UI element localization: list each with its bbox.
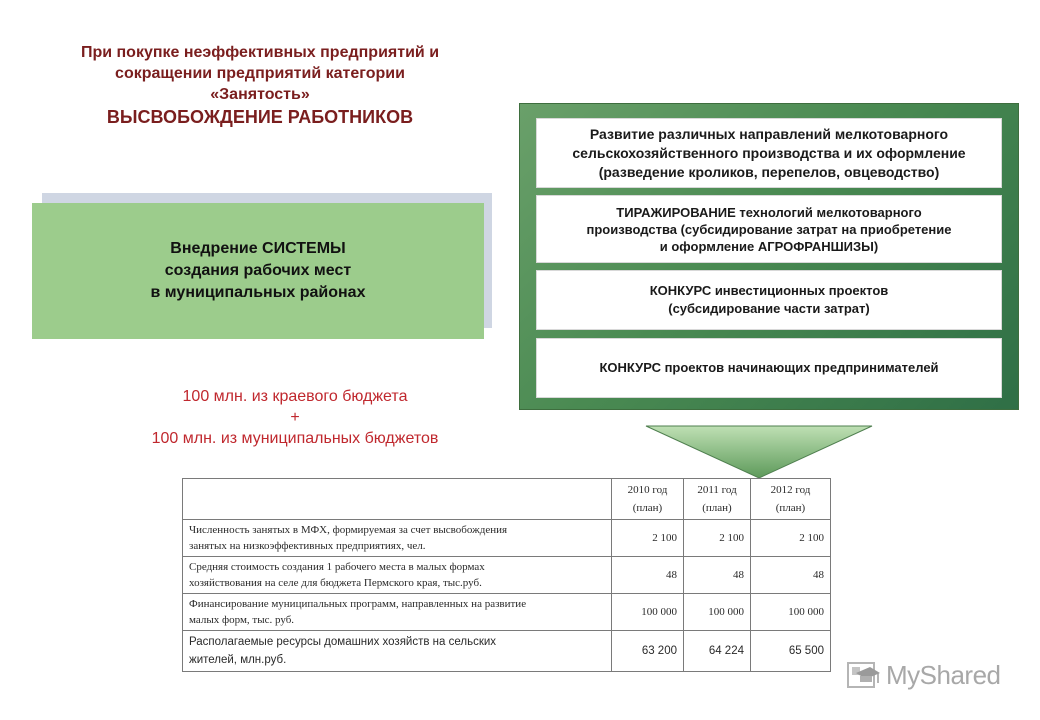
direction-item-2 <box>536 195 1002 263</box>
directions-panel <box>519 103 1019 410</box>
table-row <box>183 631 831 672</box>
budget-line-2: 100 млн. из муниципальных бюджетов <box>151 430 439 447</box>
row-label-line: хозяйствования на селе для бюджета Пермского края, тыс.руб. <box>189 577 482 589</box>
row-label-line: малых форм, тыс. руб. <box>189 614 295 626</box>
direction-item-1 <box>536 118 1002 188</box>
table-header-2010 <box>612 479 684 520</box>
slide-heading <box>40 42 480 128</box>
table-header-row <box>183 479 831 520</box>
row-value: 48 <box>612 557 684 594</box>
budget-note <box>110 386 480 449</box>
table-row <box>183 557 831 594</box>
table-row <box>183 520 831 557</box>
header-year: 2012 год <box>770 484 811 496</box>
row-value: 100 000 <box>751 594 831 631</box>
down-arrow-icon <box>645 425 873 479</box>
direction-1-line-3: (разведение кроликов, перепелов, овцеводство) <box>598 163 940 180</box>
header-kind: (план) <box>775 502 806 514</box>
table-header-2012 <box>751 479 831 520</box>
row-label-line: Численность занятых в МФХ, формируемая за счет высвобождения <box>189 524 508 536</box>
row-label-line: Финансирование муниципальных программ, направленных на развитие <box>189 598 527 610</box>
header-year: 2010 год <box>627 484 668 496</box>
plan-table <box>182 478 831 672</box>
row-label-line: Располагаемые ресурсы домашних хозяйств на сельских <box>189 636 497 648</box>
mortarboard-icon <box>846 657 882 693</box>
row-label-line: занятых на низкоэффективных предприятиях, чел. <box>189 540 426 552</box>
heading-line-2: сокращении предприятий категории <box>115 65 405 82</box>
direction-3-line-2: (субсидирование части затрат) <box>668 301 870 316</box>
direction-4-line-1: КОНКУРС проектов начинающих предпринимателей <box>599 360 939 375</box>
table-header-2011 <box>684 479 751 520</box>
budget-line-1: 100 млн. из краевого бюджета <box>182 388 408 405</box>
table-header-blank <box>183 479 612 520</box>
direction-2-line-1: ТИРАЖИРОВАНИЕ технологий мелкотоварного <box>616 204 922 220</box>
system-line-1: Внедрение СИСТЕМЫ <box>170 240 346 257</box>
system-line-2: создания рабочих мест <box>164 262 352 279</box>
budget-plus: + <box>290 409 300 426</box>
row-value: 63 200 <box>612 631 684 672</box>
direction-1-line-1: Развитие различных направлений мелкотоварного <box>589 125 949 142</box>
row-value: 48 <box>751 557 831 594</box>
row-label <box>183 520 612 557</box>
row-value: 64 224 <box>684 631 751 672</box>
watermark-text: MyShared <box>886 659 1001 690</box>
watermark-logo[interactable] <box>846 656 1001 694</box>
system-line-3: в муниципальных районах <box>150 284 366 301</box>
row-value: 65 500 <box>751 631 831 672</box>
header-year: 2011 год <box>697 484 737 496</box>
system-box <box>32 203 484 339</box>
direction-item-3 <box>536 270 1002 330</box>
header-kind: (план) <box>702 502 732 514</box>
row-label-line: Средняя стоимость создания 1 рабочего места в малых формах <box>189 561 485 573</box>
row-value: 48 <box>684 557 751 594</box>
row-value: 2 100 <box>751 520 831 557</box>
row-label-line: жителей, млн.руб. <box>189 654 287 666</box>
heading-title: ВЫСВОБОЖДЕНИЕ РАБОТНИКОВ <box>106 107 414 127</box>
row-label <box>183 594 612 631</box>
direction-3-line-1: КОНКУРС инвестиционных проектов <box>649 283 889 298</box>
row-value: 100 000 <box>684 594 751 631</box>
direction-2-line-2: производства (субсидирование затрат на приобретение <box>586 221 952 237</box>
row-label <box>183 557 612 594</box>
row-value: 2 100 <box>684 520 751 557</box>
header-kind: (план) <box>632 502 663 514</box>
row-label <box>183 631 612 672</box>
row-value: 100 000 <box>612 594 684 631</box>
row-value: 2 100 <box>612 520 684 557</box>
heading-line-3: «Занятость» <box>210 86 310 103</box>
direction-1-line-2: сельскохозяйственного производства и их оформление <box>572 144 966 161</box>
direction-2-line-3: и оформление АГРОФРАНШИЗЫ) <box>659 238 879 254</box>
table-row <box>183 594 831 631</box>
heading-line-1: При покупке неэффективных предприятий и <box>80 44 440 61</box>
direction-item-4 <box>536 338 1002 398</box>
